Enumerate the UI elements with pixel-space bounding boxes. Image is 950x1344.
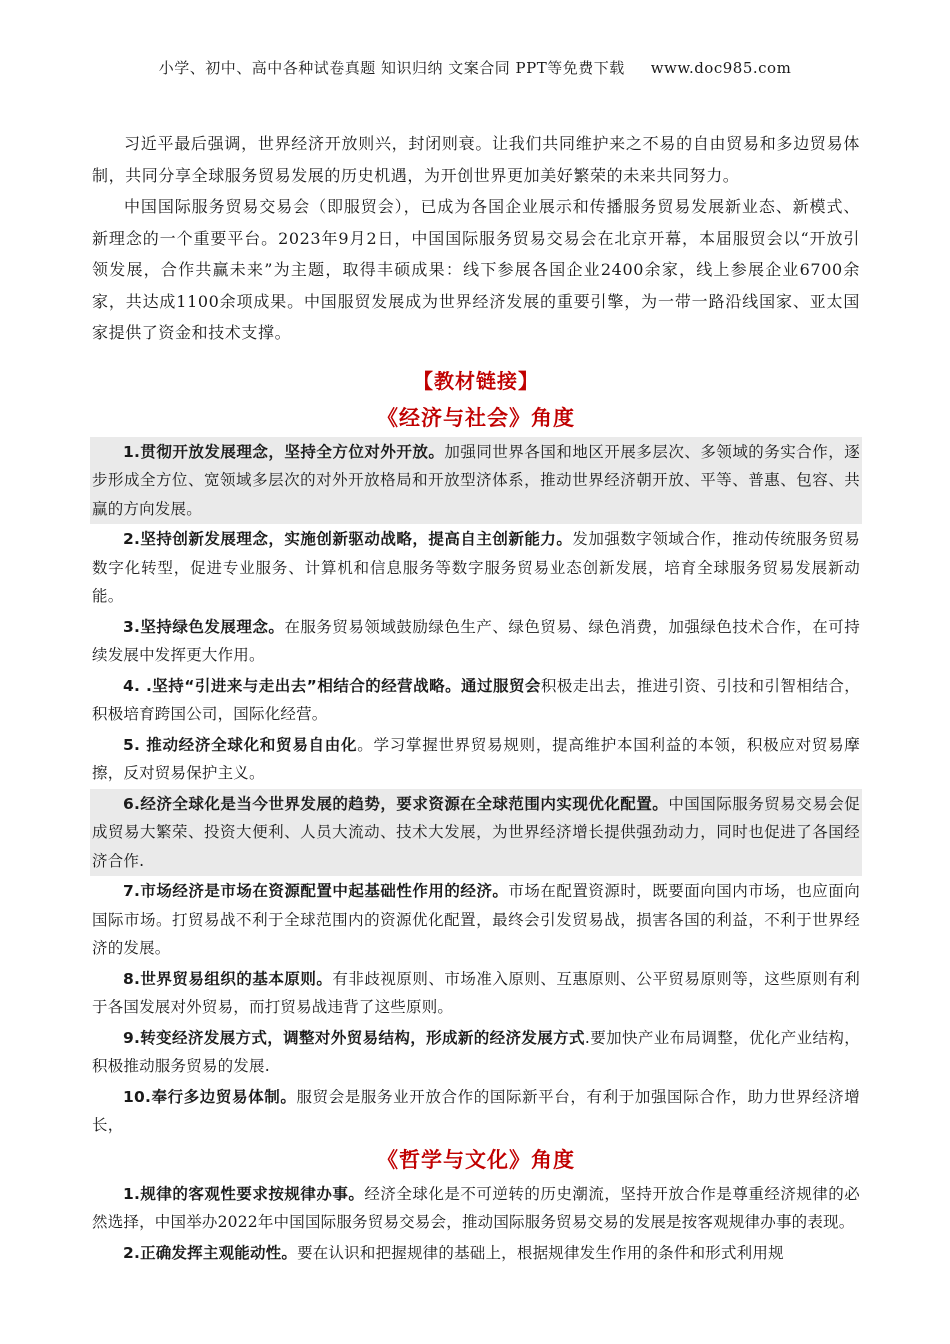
list-item (92, 671, 860, 730)
item-heading: 7.市场经济是市场在资源配置中起基础性作用的经济。 (123, 882, 509, 900)
list-item (92, 730, 860, 789)
economy-title: 《经济与社会》角度 (377, 405, 575, 430)
item-text: 中国国际服务贸易交易会促成贸易大繁荣、投资大便利、人员大流动、技术大发展，为世界经济增长提供强劲动力，同时也促进了各国经济合作. (92, 794, 860, 870)
item-heading: 6.经济全球化是当今世界发展的趋势，要求资源在全球范围内实现优化配置。 (123, 794, 669, 813)
item-heading: 1.规律的客观性要求按规律办事。 (123, 1184, 365, 1203)
item-text: 加强同世界各国和地区开展多层次、多领域的务实合作，逐步形成全方位、宽领域多层次的对外开放格局和开放型济体系，推动世界经济朝开放、平等、普惠、包容、共赢的方向发展。 (92, 442, 861, 518)
item-heading: 9.转变经济发展方式，调整对外贸易结构，形成新的经济发展方式 (123, 1028, 585, 1047)
document-body (92, 128, 860, 1268)
item-heading: 2.坚持创新发展理念，实施创新驱动战略，提高自主创新能力。 (123, 530, 573, 548)
item-text: 要在认识和把握规律的基础上，根据规律发生作用的条件和形式利用规 (297, 1243, 784, 1262)
list-item (92, 612, 860, 671)
item-text: .要加快产业布局调整，优化产业结构，积极推动服务贸易的发展. (92, 1028, 860, 1075)
philosophy-title: 《哲学与文化》角度 (377, 1147, 575, 1172)
item-heading: 10.奉行多边贸易体制。 (123, 1087, 297, 1106)
item-text: 积极走出去，推进引资、引技和引智相结合，积极培育跨国公司，国际化经营。 (92, 676, 860, 723)
intro-paragraph: 习近平最后强调，世界经济开放则兴，封闭则衰。让我们共同维护来之不易的自由贸易和多边贸易体制，共同分享全球服务贸易发展的历史机遇，为开创世界更加美好繁荣的未来共同努力。 (92, 134, 860, 185)
list-item (92, 876, 860, 964)
list-item (92, 1023, 860, 1082)
item-text: 服贸会是服务业开放合作的国际新平台，有利于加强国际合作，助力世界经济增长， (92, 1087, 860, 1134)
item-text: 有非歧视原则、市场准入原则、互惠原则、公平贸易原则等，这些原则有利于各国发展对外贸易，而打贸易战违背了这些原则。 (92, 969, 860, 1016)
header-text: 小学、初中、高中各种试卷真题 知识归纳 文案合同 PPT等免费下载 (158, 59, 625, 77)
list-item (92, 1082, 860, 1141)
item-heading: 2.正确发挥主观能动性。 (123, 1243, 298, 1262)
intro-section (92, 128, 860, 349)
section-title: 【教材链接】 (413, 368, 539, 393)
page-header (0, 57, 950, 78)
list-item (90, 437, 862, 525)
header-site-link[interactable]: www.doc985.com (650, 59, 792, 77)
item-text: 发加强数字领域合作，推动传统服务贸易数字化转型，促进专业服务、计算机和信息服务等数字服务贸易业态创新发展，培育全球服务贸易发展新动能。 (92, 530, 860, 605)
item-heading: 4. .坚持“引进来与走出去”相结合的经营战略。通过服贸会 (123, 676, 541, 695)
list-item (92, 964, 860, 1023)
item-text: 经济全球化是不可逆转的历史潮流，坚持开放合作是尊重经济规律的必然选择，中国举办2022年中国国际服务贸易交易会，推动国际服务贸易交易的发展是按客观规律办事的表现。 (92, 1184, 861, 1231)
list-item (92, 1179, 860, 1238)
item-text: 。学习掌握世界贸易规则，提高维护本国利益的本领，积极应对贸易摩擦，反对贸易保护主义。 (92, 735, 861, 782)
item-heading: 1.贯彻开放发展理念，坚持全方位对外开放。 (123, 442, 445, 461)
item-heading: 5. 推动经济全球化和贸易自由化 (123, 735, 358, 754)
list-item (90, 789, 862, 877)
item-text: 在服务贸易领域鼓励绿色生产、绿色贸易、绿色消费，加强绿色技术合作，在可持续发展中发挥更大作用。 (92, 617, 861, 664)
intro-paragraph: 中国国际服务贸易交易会（即服贸会），已成为各国企业展示和传播服务贸易发展新业态、新模式、新理念的一个重要平台。2023年9月2日，中国国际服务贸易交易会在北京开幕，本届服贸会以“开放引领发展，合作共赢未来”为主题，取得丰硕成果：线下参展各国企业2400余家，线上参展企业6700余家，共达成1100余项成果。中国服贸发展成为世界经济发展的重要引擎，为一带一路沿线国家、亚太国家提供了资金和技术支撑。 (92, 197, 860, 342)
economy-list (92, 437, 860, 1141)
list-item (92, 524, 860, 612)
item-heading: 3.坚持绿色发展理念。 (123, 617, 285, 636)
item-text: 市场在配置资源时，既要面向国内市场，也应面向国际市场。打贸易战不利于全球范围内的资源优化配置，最终会引发贸易战，损害各国的利益，不利于世界经济的发展。 (92, 882, 860, 957)
list-item (92, 1238, 860, 1269)
philosophy-list (92, 1179, 860, 1269)
item-heading: 8.世界贸易组织的基本原则。 (123, 969, 333, 988)
